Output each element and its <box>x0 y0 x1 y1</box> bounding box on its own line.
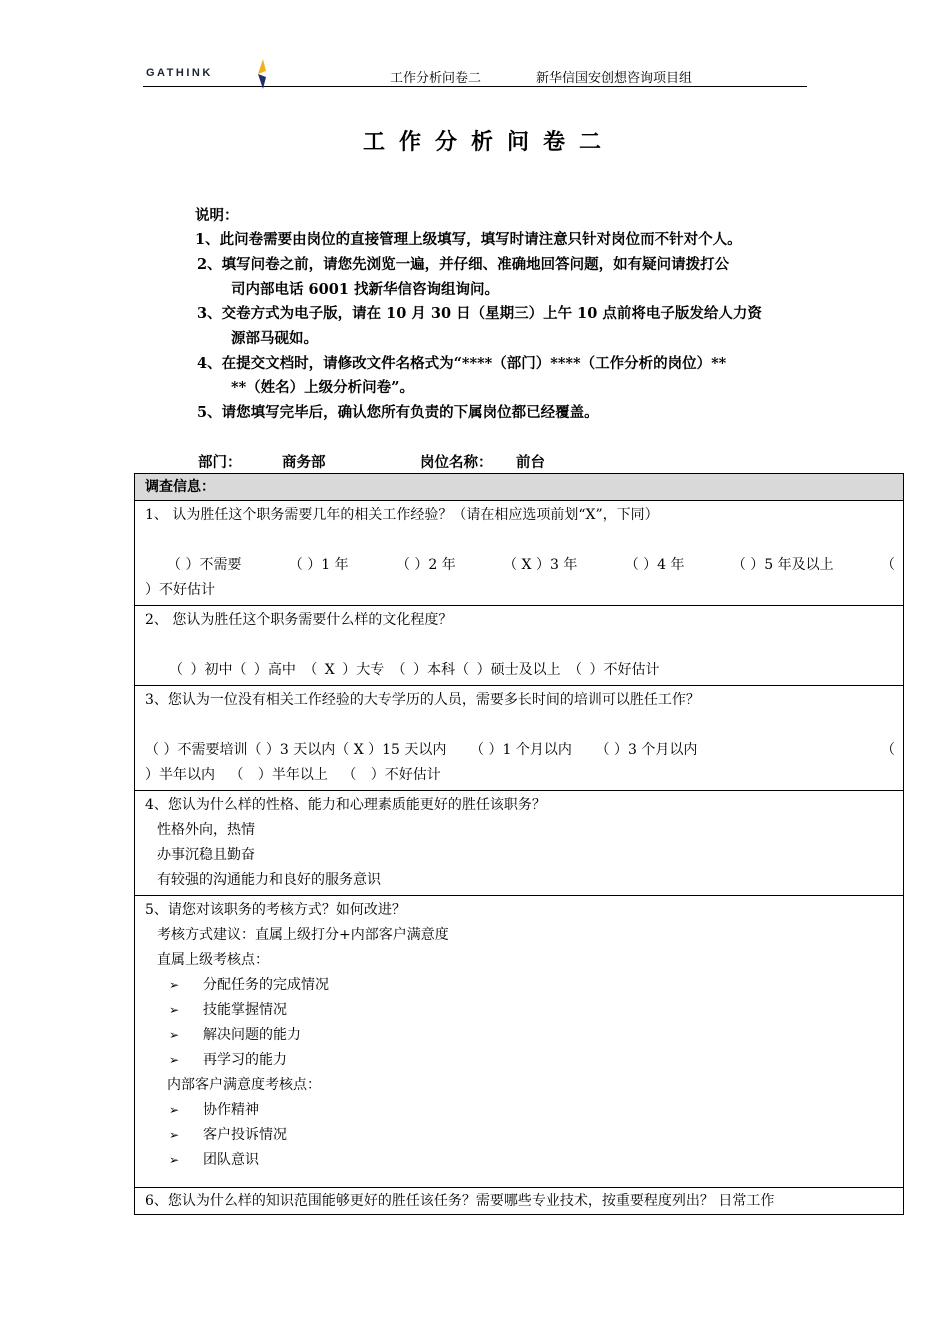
list-item: ➢ 客户投诉情况 <box>145 1123 895 1148</box>
option-item[interactable]: （ ）3 个月以内 <box>595 742 698 758</box>
question-5-row <box>135 896 904 1188</box>
arrow-bullet-icon: ➢ <box>169 1003 180 1017</box>
option-item[interactable]: （ ）1 年 <box>288 557 349 573</box>
instruction-item: 2、填写问卷之前，请您先浏览一遍，并仔细、准确地回答问题，如有疑问请拨打公 <box>197 256 730 273</box>
question-6-row <box>135 1188 904 1215</box>
instruction-item: 1、此问卷需要由岗位的直接管理上级填写，填写时请注意只针对岗位而不针对个人。 <box>195 231 742 248</box>
page-title: 工作分析问卷二 <box>362 130 615 155</box>
question-4-row <box>135 791 904 896</box>
list-item: ➢ 再学习的能力 <box>145 1048 895 1073</box>
header-document-name: 工作分析问卷二 <box>390 71 482 86</box>
question-2-row <box>135 606 904 686</box>
answer-line: 办事沉稳且勤奋 <box>157 847 255 863</box>
position-value: 前台 <box>516 454 545 471</box>
instruction-item: **（姓名）上级分析问卷”。 <box>231 379 415 396</box>
option-item[interactable]: （ <box>881 557 895 573</box>
arrow-bullet-icon: ➢ <box>169 1128 180 1142</box>
instruction-item: 源部马砚如。 <box>231 330 318 347</box>
survey-table <box>134 473 904 1215</box>
customer-points-label: 内部客户满意度考核点： <box>167 1077 321 1093</box>
option-item[interactable]: （ X ）3 年 <box>503 557 578 573</box>
answer-line: 性格外向，热情 <box>157 822 255 838</box>
company-logo-text: GATHINK <box>146 67 213 79</box>
supervisor-points-label: 直属上级考核点： <box>157 952 269 968</box>
survey-header: 调查信息： <box>135 474 904 501</box>
question-6-text: 6、您认为什么样的知识范围能够更好的胜任该任务？需要哪些专业技术，按重要程度列出？ 日常工作 <box>145 1193 775 1209</box>
instructions-label: 说明： <box>195 207 239 224</box>
option-item[interactable]: （ ）不需要 <box>167 557 242 573</box>
option-item[interactable]: （ ）1 个月以内 <box>470 742 572 758</box>
page-header <box>143 58 807 87</box>
option-item[interactable]: （ ）4 年 <box>624 557 685 573</box>
arrow-bullet-icon: ➢ <box>169 1103 180 1117</box>
department-value: 商务部 <box>282 454 326 471</box>
list-item: ➢ 技能掌握情况 <box>145 998 895 1023</box>
list-item: ➢ 解决问题的能力 <box>145 1023 895 1048</box>
arrow-bullet-icon: ➢ <box>169 1028 180 1042</box>
list-item: ➢ 协作精神 <box>145 1098 895 1123</box>
question-2-options[interactable]: （ ）初中（ ）高中 （ X ）大专 （ ）本科（ ）硕士及以上 （ ）不好估计 <box>169 662 660 678</box>
option-item[interactable]: （ ）5 年及以上 <box>731 557 834 573</box>
position-label: 岗位名称： <box>420 454 493 471</box>
logo-icon <box>255 59 271 89</box>
instruction-item: 司内部电话 6001 找新华信咨询组询问。 <box>231 281 499 298</box>
question-3-text: 3、您认为一位没有相关工作经验的大专学历的人员，需要多长时间的培训可以胜任工作？ <box>145 692 700 708</box>
question-5-text: 5、请您对该职务的考核方式？如何改进？ <box>145 902 406 918</box>
question-3-row <box>135 686 904 791</box>
assessment-method: 考核方式建议：直属上级打分+内部客户满意度 <box>157 927 449 943</box>
list-item: ➢ 分配任务的完成情况 <box>145 973 895 998</box>
question-3-options <box>145 738 895 763</box>
header-organization: 新华信国安创想咨询项目组 <box>536 71 693 86</box>
instruction-item: 4、在提交文档时，请修改文件名格式为“****（部门）****（工作分析的岗位）** <box>197 355 727 372</box>
instruction-item: 3、交卷方式为电子版，请在 10 月 30 日（星期三）上午 10 点前将电子版发给人力资 <box>197 305 762 322</box>
question-4-text: 4、您认为什么样的性格、能力和心理素质能更好的胜任该职务？ <box>145 797 546 813</box>
option-item[interactable]: （ <box>880 742 895 758</box>
question-1-text: 1、 认为胜任这个职务需要几年的相关工作经验？（请在相应选项前划“X”，下同） <box>145 507 659 523</box>
department-label: 部门： <box>198 454 242 471</box>
option-item[interactable]: ）不好估计 <box>145 582 215 598</box>
instruction-item: 5、请您填写完毕后，确认您所有负责的下属岗位都已经覆盖。 <box>197 404 599 421</box>
list-item: ➢ 团队意识 <box>145 1148 895 1173</box>
arrow-bullet-icon: ➢ <box>169 978 180 992</box>
option-item[interactable]: （ ）不需要培训（ ）3 天以内（ X ）15 天以内 <box>145 742 447 758</box>
option-item[interactable]: ）半年以内 （ ）半年以上 （ ）不好估计 <box>145 767 441 783</box>
question-2-text: 2、 您认为胜任这个职务需要什么样的文化程度？ <box>145 612 453 628</box>
question-1-options <box>145 553 895 578</box>
answer-line: 有较强的沟通能力和良好的服务意识 <box>157 872 381 888</box>
arrow-bullet-icon: ➢ <box>169 1053 180 1067</box>
option-item[interactable]: （ ）2 年 <box>395 557 456 573</box>
arrow-bullet-icon: ➢ <box>169 1153 180 1167</box>
question-1-row <box>135 501 904 606</box>
